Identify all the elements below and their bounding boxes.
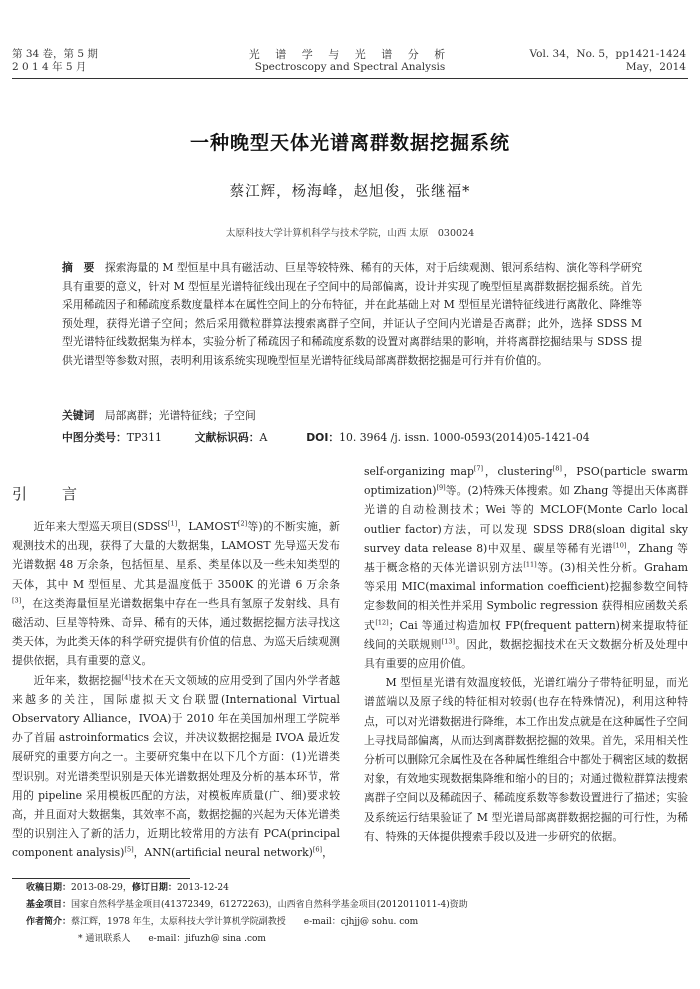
paragraph: 近年来，数据挖掘[4]技术在天文领域的应用受到了国内外学者越来越多的关注，国际虚拟天文台联盟(International Virtual Observatory Alliance，IVOA)于 2010 年在美国加州理工学院举办了首届 astroinformatics 会议，并决议数据挖掘是 IVOA 最近发展研究的重要方向之一。主要研究集中在以下几个方面：(1)光谱类型识别。对光谱类型识别是天体光谱数据处理及分析的基本环节，常用的 pipeline 采用模板匹配的方法，对模板库质量(广、细)要求较高，并且面对大数据集，其效率不高，数据挖掘的兴起为天体光谱类型的识别注入了新的活力，近期比较常用的方法有 PCA(principal component analysis)[5]，ANN(artificial neural network)[6]， [12,673,341,860]
citation: [1] [167,519,178,528]
citation: [3] [12,596,22,605]
section-heading-introduction: 引 言 [12,485,88,503]
classification-line [62,430,662,445]
volume-en: Vol. 34，No. 5，pp1421-1424 [529,48,686,60]
citation: [13] [441,637,456,646]
paper-authors: 蔡江辉，杨海峰，赵旭俊，张继福* [229,184,471,200]
citation: [11] [523,560,537,569]
body-column-right [364,462,688,846]
citation: [8] [552,464,562,473]
citation: [5] [124,845,134,854]
paper-title: 一种晚型天体光谱离群数据挖掘系统 [189,132,510,154]
keywords-label: 关键词 [62,409,95,422]
footnote-author-bio: 作者简介：蔡江辉，1978 年生，太原科技大学计算机学院副教授 e-mail：cjhjj@ sohu. com [26,917,419,927]
citation: [6] [312,845,323,854]
date-en: May，2014 [625,61,686,73]
header-rule [12,78,688,79]
citation: [2] [237,519,248,528]
footnote-dates: 收稿日期：2013-08-29，修订日期：2013-12-24 [26,883,229,893]
paper-affiliation: 太原科技大学计算机科学与技术学院，山西 太原 030024 [225,228,475,239]
keywords-text: 局部离群；光谱特征线；子空间 [104,409,256,422]
clc-value: TP311 [126,431,162,444]
citation: [7] [473,464,484,473]
abstract-label: 摘 要 [62,261,95,274]
paragraph: M 型恒星光谱有效温度较低，光谱红端分子带特征明显，而光谱蓝端以及原子线的特征相对较弱(也存在特殊情况)，利用这种特点，可以对光谱数据进行降维，本工作出发点就是在这种属性子空间上寻找局部偏离，从而达到离群数据挖掘的效果。首先，采用相关性分析可以删除冗余属性及在各种属性维组合中都处于稠密区域的数据对象，有效地实现数据集降维和缩小的目的；对通过微粒群算法搜索离群子空间以及稀疏因子、稀疏度系数等参数设置进行了描述；实验及系统运行结果验证了 M 型光谱局部离群数据挖掘的可行性，为稀有、特殊的天体提供搜索手段以及进一步研究的依据。 [364,676,688,843]
volume-cn: 第 34 卷，第 5 期 [12,48,98,60]
citation: [9] [436,483,446,492]
citation: [4] [121,673,131,682]
footnote-funding: 基金项目：国家自然科学基金项目(41372349，61272263)，山西省自然科学基金项目(2012011011-4)资助 [26,900,468,910]
keywords [62,408,256,423]
journal-title-en: Spectroscopy and Spectral Analysis [254,61,446,73]
date-cn: 2 0 1 4 年 5 月 [12,61,87,73]
doc-code-label: 文献标识码： [194,431,260,444]
doi-label: DOI： [306,431,340,444]
citation: [12] [375,618,389,627]
footnote-rule [12,878,190,879]
journal-title-cn: 光 谱 学 与 光 谱 分 析 [248,48,452,61]
abstract-text: 探索海量的 M 型恒星中具有磁活动、巨星等较特殊、稀有的天体，对于后续观测、银河系结构、演化等科学研究具有重要的意义，针对 M 型恒星光谱特征线出现在子空间中的局部偏离，设计并实现了晚型恒星离群数据挖掘系统。首先采用稀疏因子和稀疏度系数度量样本在属性空间上的分布特征，并在此基础上对 M 型恒星光谱特征线进行离散化、降维等预处理，获得光谱子空间；然后采用微粒群算法搜索离群子空间，并证认子空间内光谱是否离群；此外，选择 SDSS M 型光谱特征线数据集为样本，实验分析了稀疏因子和稀疏度系数的设置对离群结果的影响，并将离群挖掘结果与 SDSS 提供光谱型等参数对照，表明利用该系统实现晚型恒星光谱特征线局部离群数据挖掘是可行并有价值的。 [62,261,642,367]
paragraph: self-organizing map[7]，clustering[8]，PSO(particle swarm optimization)[9]等。(2)特殊天体搜索。如 Zhang 等提出天体离群光谱的自动检测技术；Wei 等的 MCLOF(Monte Carlo local outlier factor)方法，可以发现 SDSS DR8(sloan digital sky survey data release 8)中双星、碳星等稀有光谱[10]，Zhang 等基于概念格的天体光谱识别方法[11]等。(3)相关性分析。Graham 等采用 MIC(maximal information coefficient)挖掘参数空间特定参数间的相关性并采用 Symbolic regression 获得相应函数关系式[12]；Cai 等通过构造加权 FP(frequent pattern)树来提取特征线间的关联规则[13]。因此，数据挖掘技术在天文数据分析及处理中具有重要的应用价值。 [364,464,689,671]
clc-label: 中图分类号： [62,431,127,444]
journal-issue-en [530,48,686,74]
citation: [10] [613,541,627,550]
body-column-left [12,517,340,863]
paragraph: 近年来大型巡天项目(SDSS[1]，LAMOST[2]等)的不断实施，新观测技术的出现，获得了大量的大数据集，LAMOST 先导巡天发布光谱数据 48 万余条，包括恒星、星系、类星体以及一些未知类型的天体，其中 M 型恒星、尤其是温度低于 3500K 的光谱 6 万余条[3]，在这类海量恒星光谱数据集中存在一些具有氢原子发射线、具有磁活动、巨星等特殊、奇异、稀有的天体，通过数据挖掘方法寻找这类天体，为此类天体的科学研究提供有价值的信息、为巡天后续观测提供依据，具有重要的意义。 [12,519,340,668]
doc-code-value: A [259,431,268,444]
doi-value: 10. 3964 /j. issn. 1000-0593(2014)05-1421-04 [339,431,590,444]
abstract [62,259,642,371]
footnote-corresponding: * 通讯联系人 e-mail：jifuzh@ sina .com [78,934,266,944]
